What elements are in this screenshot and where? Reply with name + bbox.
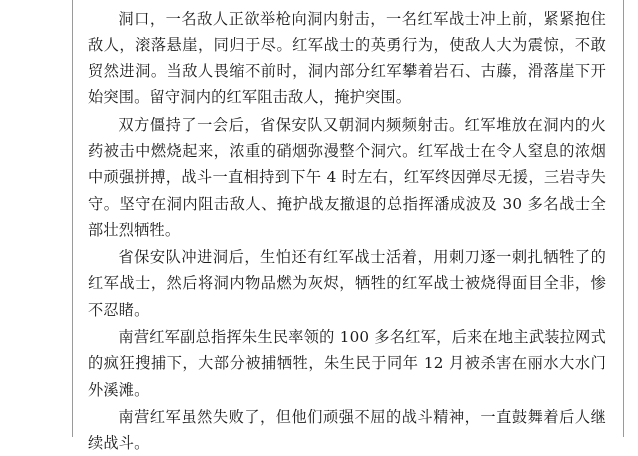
paragraph: 洞口，一名敌人正欲举枪向洞内射击，一名红军战士冲上前，紧紧抱住敌人，滚落悬崖，同归于尽。红军战士的英勇行为，使敌人大为震惊，不敢贸然进洞。当敌人畏缩不前时，洞内部分红军攀着岩石、古藤，滑落崖下开始突围。留守洞内的红军阻击敌人，掩护突围。 [88,10,606,107]
paragraph: 南营红军副总指挥朱生民率领的 100 多名红军，后来在地主武装拉网式的疯狂搜捕下，大部分被捕牺牲，朱生民于同年 12 月被杀害在丽水大水门外溪滩。 [88,328,606,399]
paragraph: 双方僵持了一会后，省保安队又朝洞内频频射击。红军堆放在洞内的火药被击中燃烧起来，浓重的硝烟弥漫整个洞穴。红军战士在令人窒息的浓烟中顽强拼搏，战斗一直相持到下午 4 时左右，红军终因弹尽无援，三岩寺失守。坚守在洞内阻击敌人、掩护战友撤退的总指挥潘成波及 30 多名战士全部壮烈牺牲。 [88,116,606,239]
body-text-column [88,6,606,453]
left-margin-rule [72,0,73,437]
paragraph: 省保安队冲进洞后，生怕还有红军战士活着，用刺刀逐一刺扎牺牲了的红军战士，然后将洞内物品燃为灰烬，牺牲的红军战士被烧得面目全非，惨不忍睹。 [88,248,606,319]
paragraph: 南营红军虽然失败了，但他们顽强不屈的战斗精神，一直鼓舞着后人继续战斗。 [88,408,606,453]
right-margin-rule [623,0,624,437]
